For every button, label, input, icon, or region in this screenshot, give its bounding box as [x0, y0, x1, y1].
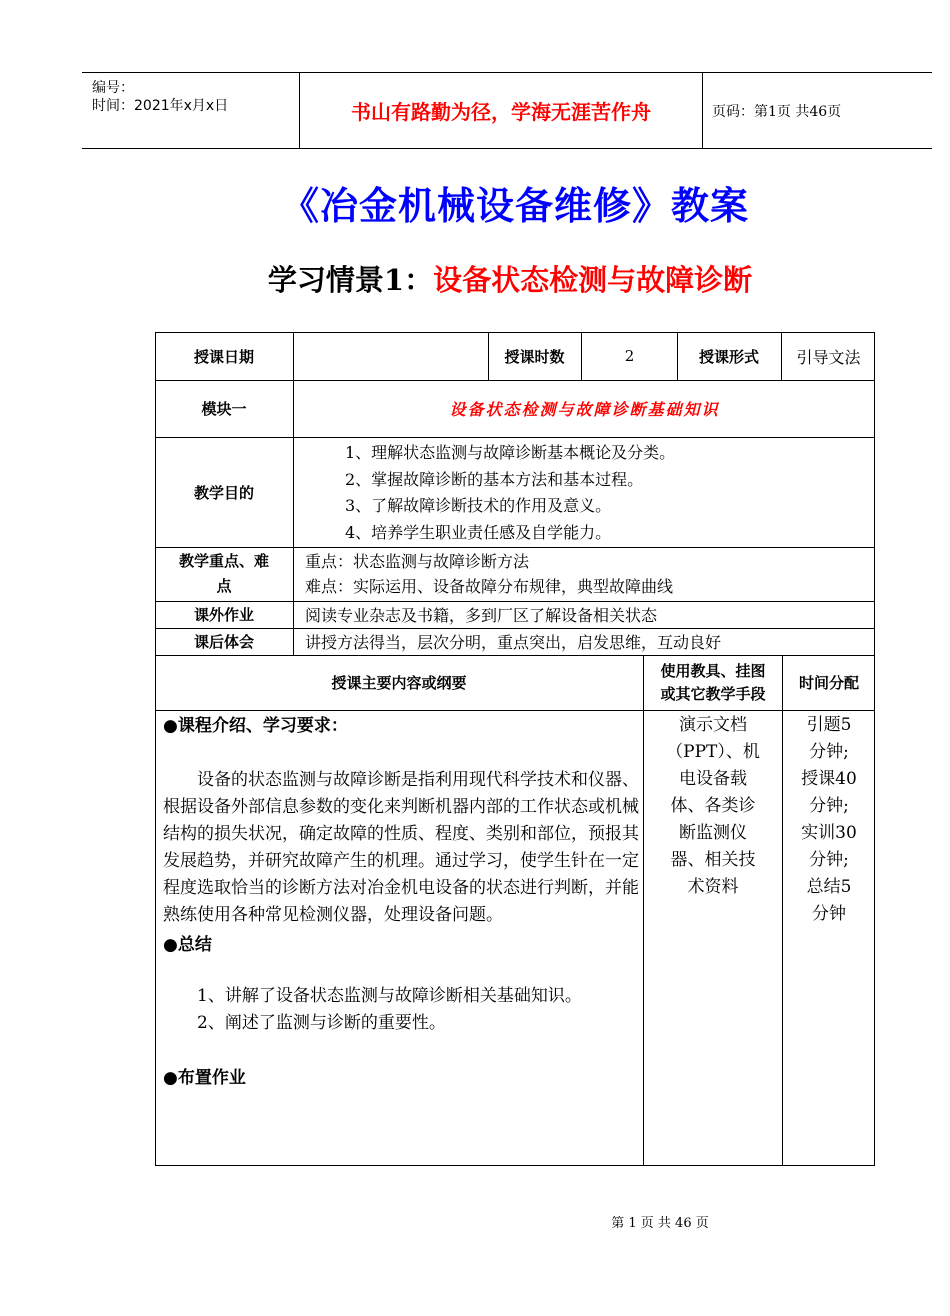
goal-item: 1、理解状态监测与故障诊断基本概论及分类。: [345, 443, 676, 462]
page-header: [82, 72, 932, 149]
difficulty: 难点：实际运用、设备故障分布规律，典型故障曲线: [305, 577, 674, 596]
module-value: 设备状态检测与故障诊断基础知识: [449, 400, 720, 419]
goals-list: [345, 440, 675, 546]
time-line: 实训30: [801, 823, 857, 843]
intro-paragraph: 设备的状态监测与故障诊断是指利用现代科学技术和仪器、根据设备外部信息参数的变化来判断机器内部的工作状态或机械结构的损失状况，确定故障的性质、程度、类别和部位，预报其发展趋势，并研究故障产生的机理。通过学习，使学生针在一定程度选取恰当的诊断方法对冶金机电设备的状态进行判断，并能熟练使用各种常见检测仪器，处理设备问题。: [163, 770, 639, 925]
time-label: 时间：2021年x月x日: [92, 98, 229, 114]
tools-header: [644, 655, 782, 710]
subtitle-prefix: 学习情景1：: [267, 263, 434, 297]
subtitle-topic: 设备状态检测与故障诊断: [433, 263, 753, 297]
section-heading: ●总结: [163, 935, 212, 955]
key-label-line: 教学重点、难: [178, 552, 269, 570]
hours-label: 授课时数: [504, 347, 565, 366]
section-heading: ●布置作业: [163, 1068, 246, 1088]
tools-line: 术资料: [687, 877, 739, 897]
goal-item: 4、培养学生职业责任感及自学能力。: [345, 522, 612, 542]
header-divider: [702, 73, 703, 148]
homework-value: 阅读专业杂志及书籍，多到厂区了解设备相关状态: [305, 606, 658, 625]
time-line: 分钟: [812, 904, 846, 924]
time-line: 总结5: [806, 877, 852, 897]
time-line: 分钟;: [809, 742, 849, 762]
tools-list: [648, 712, 778, 901]
goal-item: 3、了解故障诊断技术的作用及意义。: [345, 496, 612, 515]
tools-header-line: 或其它教学手段: [660, 684, 766, 703]
motto: 书山有路勤为径，学海无涯苦作舟: [351, 100, 651, 124]
module-label: 模块一: [201, 400, 247, 418]
tools-line: 体、各类诊: [670, 796, 756, 816]
col-divider: [782, 655, 783, 1166]
time-line: 分钟;: [809, 796, 849, 816]
section-heading: ●课程介绍、学习要求：: [163, 716, 348, 736]
tools-line: 断监测仪: [679, 823, 747, 843]
date-label: 授课日期: [193, 347, 254, 366]
tools-line: 器、相关技: [670, 850, 756, 870]
goal-item: 2、掌握故障诊断的基本方法和基本过程。: [345, 469, 644, 489]
time-line: 授课40: [801, 769, 857, 789]
page-info: 页码：第1页 共46页: [712, 103, 842, 120]
hours-value: 2: [624, 347, 635, 365]
time-list: [788, 712, 870, 928]
form-label: 授课形式: [698, 347, 759, 366]
time-header: 时间分配: [798, 674, 859, 692]
homework-label: 课外作业: [193, 606, 254, 624]
col-divider: [643, 655, 644, 1166]
tools-header-line: 使用教具、挂图: [660, 661, 766, 680]
page-footer: 第 1 页 共 46 页: [611, 1216, 709, 1231]
content-header: 授课主要内容或纲要: [331, 674, 467, 692]
tools-line: 演示文档: [679, 715, 747, 735]
goals-label: 教学目的: [193, 483, 254, 502]
key-label-line: 点: [216, 577, 232, 595]
tools-line: 电设备载: [679, 769, 747, 789]
time-line: 引题5: [806, 715, 852, 735]
lesson-content: [163, 712, 639, 1092]
reflection-value: 讲授方法得当，层次分明，重点突出，启发思维，互动良好: [305, 633, 722, 652]
row-divider: [155, 710, 875, 711]
key-point: 重点：状态监测与故障诊断方法: [305, 552, 530, 571]
form-value: 引导文法: [796, 347, 861, 367]
number-label: 编号：: [92, 80, 134, 96]
time-line: 分钟;: [809, 850, 849, 870]
header-meta: [92, 79, 297, 115]
date-value: [294, 332, 488, 380]
key-points: [305, 549, 673, 599]
reflection-label: 课后体会: [193, 633, 254, 651]
document-subtitle: [0, 258, 950, 299]
summary-item: 2、阐述了监测与诊断的重要性。: [197, 1013, 446, 1033]
document-title: 《冶金机械设备维修》教案: [280, 184, 749, 228]
key-points-label: [155, 547, 293, 601]
tools-line: （PPT）、机: [666, 742, 760, 762]
summary-item: 1、讲解了设备状态监测与故障诊断相关基础知识。: [197, 986, 582, 1006]
